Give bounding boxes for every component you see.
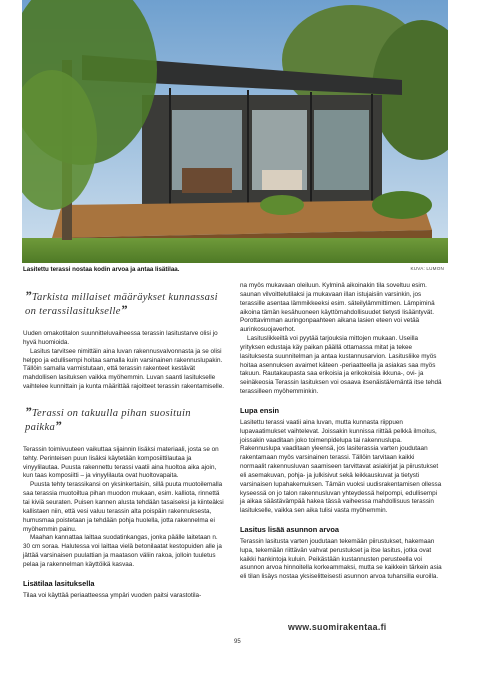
paragraph: Uuden omakotitalon suunnitteluvaiheessa terassin lasitustarve olisi jo hyvä huomioida. xyxy=(23,330,218,346)
paragraph: Lasitettu terassi vaatii aina luvan, mutta kunnasta riippuen lupavaatimukset vaihtelevat. Joissakin kunnissa riittää pelkkä ilmoitus, joissakin vaaditaan joko toimenpidelupa tai rakennuslupa. Rakennuslupa vaaditaan yleensä, jos lasiterassia varten joudutaan rakentamaan myös varsinainen terassi. Tällöin tarvitaan kaikki normaalit rakennusluvan saamiseen tarvittavat asiakirjat ja piirustukset eli asemakuvan, pohja- ja julkisivut sekä leikkauskuvat ja tietysti varsinaisen lupahakemuksen. Tämän vuoksi uudisrakentamisen ollessa kyseessä on jo talon rakennusluvan yhteydessä helpompi, edullisempi ja aikaa säästävämpää hakea tässä vaiheessa mahdollisuus terassin lasitukselle, vaikka sen aika tulisi vasta myöhemmin. xyxy=(240,418,442,515)
paragraph: Puusta tehty terassikansi on yksinkertaisin, sillä puuta muotoilemalla saa terassia muotoiltua pihan muodon mukaan, esim. kalliota, rinnettä tai kiviä seuraten. Puisen kannen alusta tehdään tasaiseksi ja kiinteäksi kallistaen niin, että vesi valuu terassin alta poispäin rakennuksesta, humusmaa poistetaan ja tehdään pohja huolella, jotta rakennelma ei myöhemmin painu. xyxy=(23,481,224,533)
paragraph: Lasituslikkeiltä voi pyytää tarjouksia mittojen mukaan. Useilla yrityksen edustaja käy paikan päällä ottamassa mitat ja tekee lasituksesta suunnitelman ja antaa kustannusarvion. Lasitusliike myös hoitaa asennuksen avaimet käteen -periaatteella ja asiakas saa myös takuun. Rautakaupasta saa erikoisia ja erikokoisia ikkuna-, ovi- ja seinäkeosia Terassin lasituksen voi osaava itsenäistä/emäntä itse tehdä terassilleen myöhemminkin. xyxy=(240,335,442,396)
subheading: Lupa ensin xyxy=(240,405,280,415)
paragraph: na myös mukavaan oleiluun. Kylminä aikoinakin tila soveltuu esim. saunan vilvoittelutilaksi ja mukavaan illan istujaisiin varsinkin, jos terassille asentaa lämmikkeeksi esim. säteilylämmittimen. Lämpiminä aikoina tämän kesähuoneen käyttömahdollisuudet tietysti lisääntyvät. Porottavimman auringonpaahteen aikana lasien eteen voi vetää aurinkosuojaverhot. xyxy=(240,282,435,334)
website-link[interactable]: www.suomirakentaa.fi xyxy=(288,622,387,632)
pull-quote-2: ”Terassi on takuulla pihan suosituin paikka” xyxy=(25,403,191,433)
pull-quote-1: ”Tarkista millaiset määräykset kunnassasi on terassilasitukselle” xyxy=(25,288,218,317)
paragraph: Terassin toimivuuteen vaikuttaa sijainnin lisäksi materiaali, josta se on tehty. Perinteisen puun lisäksi käytetään komposiittilautaa ja vinyylilautaa. Puusta rakennettu terassi vaatii aina huoltoa aika ajoin, kun taas komposiitti – ja vinyylilauta ovat huoltovapaita. xyxy=(23,445,219,480)
page-number: 95 xyxy=(234,639,241,645)
paragraph: Maahan kannattaa laittaa suodatinkangas, jonka päälle laitetaan n. 30 cm soraa. Halutessa voi laittaa vielä betonilaatat kestopuiden alle ja jättää varsinaisen puulattian ja maatason väliin rakoa, jolloin tuuletus pelaa ja rakennelman käyttöikä kasvaa. xyxy=(23,534,222,568)
left-column xyxy=(23,282,225,600)
photo-caption: Lasitettu terassi nostaa kodin arvoa ja antaa lisätilaa. xyxy=(23,266,180,273)
right-column xyxy=(240,282,442,582)
photo-credit: KUVA: LUMON xyxy=(410,266,444,271)
paragraph: Tilaa voi käyttää periaatteessa ympäri vuoden paitsi varastotila- xyxy=(23,591,202,599)
paragraph: Terassin lasitusta varten joudutaan tekemään piirustukset, hakemaan lupa, tekemään riittävän vahvat perustukset ja itse lasitus, jotka ovat kaikki hankintoja kuluin. Peikästään kustannusten perusteella voi asunnon arvoa hinnoitella korkeammaksi, mutta se kaikkein tärkein asia eli tilan lisäys nostaa yksiselitteisesti asunnon arvoa tuhansilla euroilla. xyxy=(240,537,442,581)
terrace-photo xyxy=(22,0,448,263)
subheading: Lisätilaa lasituksella xyxy=(23,578,95,588)
paragraph: Lasitus tarvitsee nimittäin aina luvan rakennusvalvonnasta ja se olisi helppo ja edullisempi hoitaa samalla kuin varsinainen rakennuslupakin. Tällöin samalla varmistutaan, että terassin rakenteet kestävät mahdollisen lasituksen vaikka myöhemmin. Luvan saanti lasitukselle vaihtelee kunnittain ja kunta määrittää rajoitteet terassin rakentamiselle. xyxy=(23,347,224,391)
subheading: Lasitus lisää asunnon arvoa xyxy=(240,525,339,535)
